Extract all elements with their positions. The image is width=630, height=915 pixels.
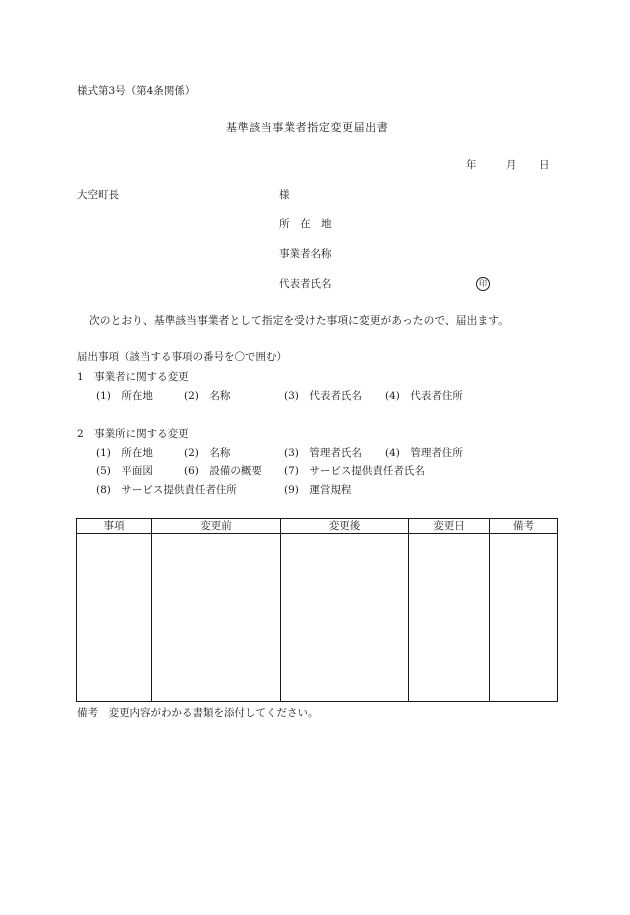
section-1-item: (4) 代表者住所 <box>385 390 463 402</box>
section-2-item: (3) 管理者氏名 <box>284 447 362 459</box>
section-2-item: (9) 運営規程 <box>284 484 352 496</box>
seal-mark: 印 <box>476 277 490 291</box>
addressee-honorific: 様 <box>279 189 290 201</box>
section-2-item: (2) 名称 <box>184 447 231 459</box>
table-row <box>77 534 558 702</box>
date-day-label: 日 <box>539 159 550 171</box>
section-2-item: (5) 平面図 <box>96 465 153 477</box>
section-1-item: (3) 代表者氏名 <box>284 390 362 402</box>
change-table <box>76 518 558 702</box>
applicant-representative-label: 代表者氏名 <box>279 278 332 290</box>
section-1-item: (2) 名称 <box>184 390 231 402</box>
document-title: 基準該当事業者指定変更届出書 <box>226 121 389 134</box>
date-year-label: 年 <box>466 159 477 171</box>
cell-remarks[interactable] <box>490 534 558 702</box>
section-1-heading: 1 事業者に関する変更 <box>77 371 189 383</box>
section-2-item: (1) 所在地 <box>96 447 153 459</box>
col-header-after: 変更後 <box>281 519 409 534</box>
items-heading: 届出事項（該当する事項の番号を〇で囲む） <box>77 351 287 363</box>
section-1-item: (1) 所在地 <box>96 390 153 402</box>
section-2-heading: 2 事業所に関する変更 <box>77 428 189 440</box>
section-2-item: (6) 設備の概要 <box>184 465 262 477</box>
applicant-business-name-label: 事業者名称 <box>279 248 332 260</box>
footnote: 備考 変更内容がわかる書類を添付してください。 <box>77 707 319 719</box>
col-header-date: 変更日 <box>409 519 490 534</box>
cell-after[interactable] <box>281 534 409 702</box>
cell-item[interactable] <box>77 534 152 702</box>
col-header-item: 事項 <box>77 519 152 534</box>
col-header-before: 変更前 <box>152 519 281 534</box>
form-number: 様式第3号（第4条関係） <box>77 85 196 97</box>
table-header-row <box>77 519 558 534</box>
section-2-item: (8) サービス提供責任者住所 <box>96 484 237 496</box>
applicant-address-label: 所 在 地 <box>279 218 332 230</box>
section-2-item: (4) 管理者住所 <box>385 447 463 459</box>
cell-date[interactable] <box>409 534 490 702</box>
date-month-label: 月 <box>506 159 517 171</box>
section-2-item: (7) サービス提供責任者氏名 <box>284 465 425 477</box>
col-header-remarks: 備考 <box>490 519 558 534</box>
cell-before[interactable] <box>152 534 281 702</box>
body-text: 次のとおり、基準該当事業者として指定を受けた事項に変更があったので、届出ます。 <box>89 314 509 327</box>
addressee-name: 大空町長 <box>77 189 119 201</box>
